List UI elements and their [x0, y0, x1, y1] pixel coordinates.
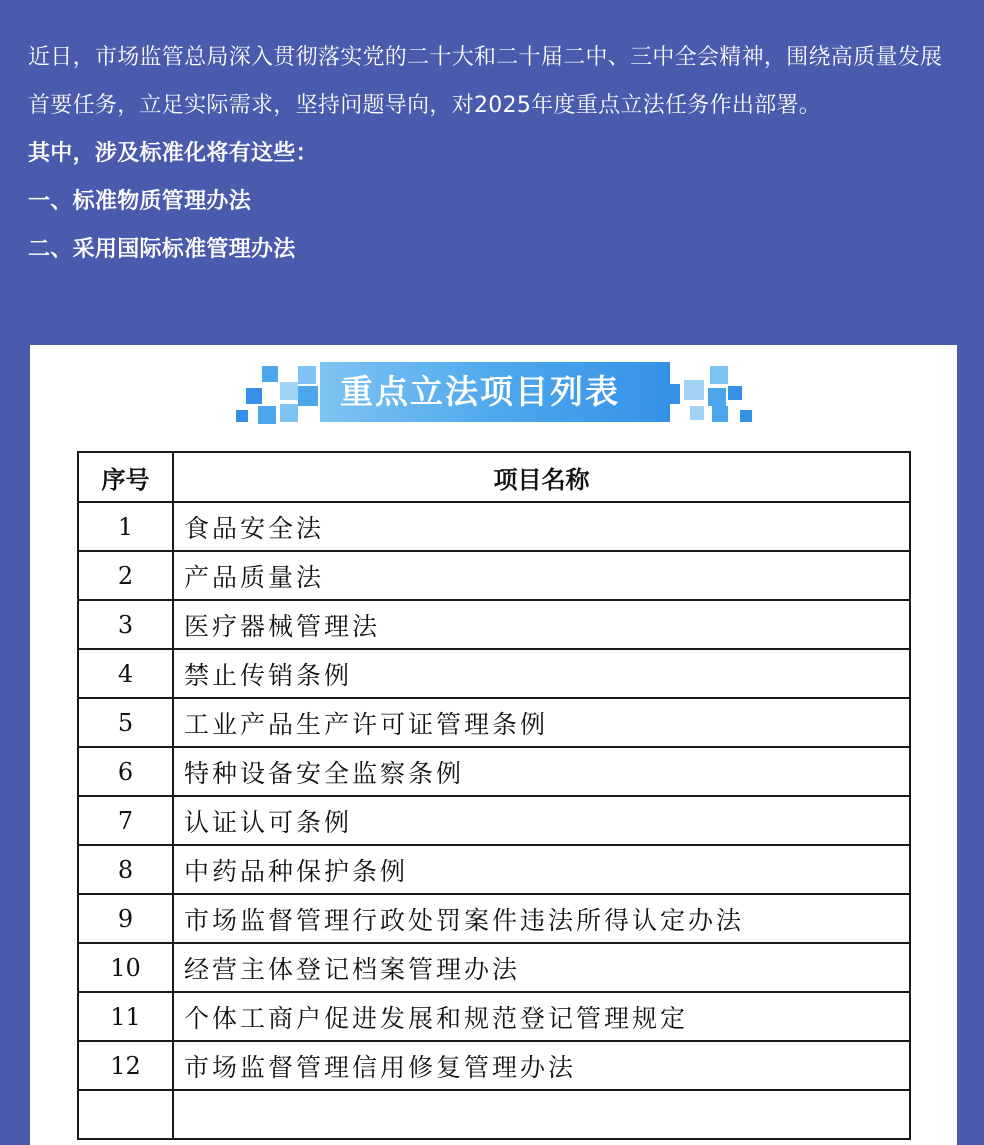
- banner-deco-square: [708, 388, 726, 406]
- header-no: 序号: [78, 452, 173, 502]
- intro-item-2: 二、采用国际标准管理办法: [28, 237, 296, 262]
- banner-deco-square: [710, 366, 728, 384]
- row-project-name: [173, 1090, 910, 1139]
- row-number: 10: [78, 943, 173, 992]
- row-project-name: 认证认可条例: [173, 796, 910, 845]
- table-row: [78, 502, 910, 551]
- banner-deco-square: [258, 406, 276, 424]
- row-project-name: 产品质量法: [173, 551, 910, 600]
- banner-deco-square: [728, 386, 742, 400]
- row-project-name: 中药品种保护条例: [173, 845, 910, 894]
- table-row: [78, 992, 910, 1041]
- banner-deco-square: [684, 380, 704, 400]
- row-project-name: 食品安全法: [173, 502, 910, 551]
- banner-deco-square: [690, 406, 704, 420]
- intro-paragraph: 近日，市场监管总局深入贯彻落实党的二十大和二十届二中、三中全会精神，围绕高质量发展首要任务，立足实际需求，坚持问题导向，对2025年度重点立法任务作出部署。: [28, 45, 943, 118]
- row-project-name: 医疗器械管理法: [173, 600, 910, 649]
- intro-lead: 其中，涉及标准化将有这些：: [28, 141, 318, 166]
- legislation-table: [77, 451, 911, 1140]
- row-number: 3: [78, 600, 173, 649]
- row-number: 4: [78, 649, 173, 698]
- banner: [232, 360, 754, 426]
- row-project-name: 禁止传销条例: [173, 649, 910, 698]
- banner-deco-square: [236, 410, 248, 422]
- banner-deco-square: [280, 404, 298, 422]
- table-row: [78, 551, 910, 600]
- banner-deco-square: [246, 388, 262, 404]
- row-project-name: 个体工商户促进发展和规范登记管理规定: [173, 992, 910, 1041]
- table-row: [78, 747, 910, 796]
- row-number: 7: [78, 796, 173, 845]
- banner-deco-square: [664, 384, 680, 404]
- row-number: 9: [78, 894, 173, 943]
- table-row: [78, 894, 910, 943]
- header-name: 项目名称: [173, 452, 910, 502]
- table-row: [78, 649, 910, 698]
- intro-text: [28, 34, 960, 274]
- table-row: [78, 943, 910, 992]
- table-row: [78, 1090, 910, 1139]
- banner-title: 重点立法项目列表: [340, 372, 620, 411]
- row-project-name: 工业产品生产许可证管理条例: [173, 698, 910, 747]
- row-number: 1: [78, 502, 173, 551]
- table-row: [78, 796, 910, 845]
- row-project-name: 市场监督管理行政处罚案件违法所得认定办法: [173, 894, 910, 943]
- row-project-name: 市场监督管理信用修复管理办法: [173, 1041, 910, 1090]
- table-row: [78, 698, 910, 747]
- banner-deco-square: [280, 382, 298, 400]
- banner-deco-square: [712, 406, 728, 422]
- table-row: [78, 600, 910, 649]
- table-header-row: [78, 452, 910, 502]
- intro-item-1: 一、标准物质管理办法: [28, 189, 252, 214]
- row-number: 2: [78, 551, 173, 600]
- row-number: 11: [78, 992, 173, 1041]
- banner-deco-square: [298, 366, 316, 384]
- banner-deco-square: [740, 410, 752, 422]
- row-number: 6: [78, 747, 173, 796]
- banner-deco-square: [262, 366, 278, 382]
- row-number: [78, 1090, 173, 1139]
- banner-deco-square: [298, 386, 318, 406]
- row-project-name: 特种设备安全监察条例: [173, 747, 910, 796]
- table-row: [78, 1041, 910, 1090]
- row-number: 12: [78, 1041, 173, 1090]
- row-number: 8: [78, 845, 173, 894]
- table-body: [78, 502, 910, 1139]
- table-row: [78, 845, 910, 894]
- row-project-name: 经营主体登记档案管理办法: [173, 943, 910, 992]
- row-number: 5: [78, 698, 173, 747]
